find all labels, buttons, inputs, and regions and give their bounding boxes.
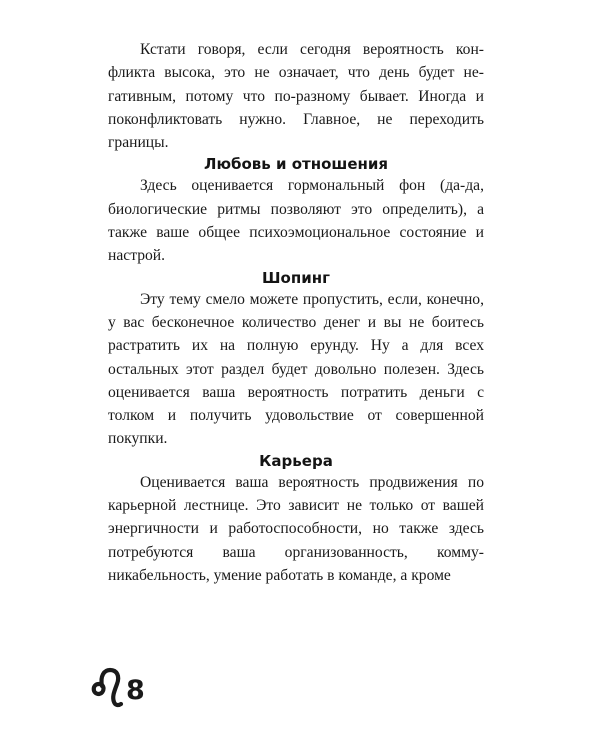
heading-career: Карьера [259,451,333,470]
heading-shopping: Шопинг [262,268,330,287]
shopping-paragraph: Эту тему смело можете пропустить, если, конечно, у вас бесконечное количество денег и вы не боитесь растратить их на полную ерунду. Ну а для всех остальных этот раздел будет довольно полезен. Здесь оценивается ваша вероятность потратить деньги с толком и получить удовольствие от совершенной покупки. [108,290,484,448]
page-number: 8 [126,675,145,706]
leo-zodiac-icon [90,666,124,708]
heading-love-relationships: Любовь и отношения [203,155,389,174]
career-paragraph: Оценивается ваша вероятность продвижения по карьерной лестнице. Это зависит не только от вашей энергичности и работоспособности, но также здесь потребуются ваша организованность, коммуникабельность, умение работать в команде, а кроме [108,473,484,584]
page-body [108,38,484,587]
love-paragraph: Здесь оценивается гормональный фон (да-да, биологические ритмы позволяют это определить), а также ваше общее психоэмоциональное состояние и настрой. [108,177,484,265]
intro-paragraph: Кстати говоря, если сегодня вероятность конфликта высока, это не означает, что день будет негативным, потому что по-разному бывает. Иногда и поконфликтовать нужно. Главное, не переходить границы. [108,41,484,152]
page-footer [90,664,145,708]
